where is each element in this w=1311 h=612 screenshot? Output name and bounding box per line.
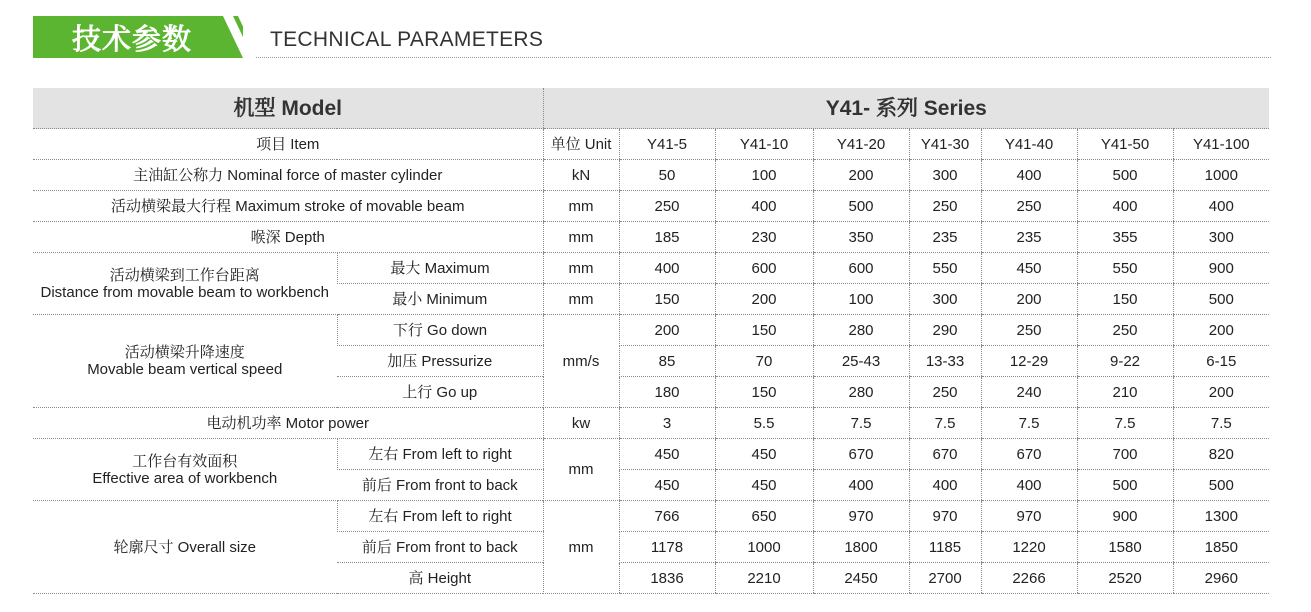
value-cell: 400: [1077, 191, 1173, 222]
value-cell: 250: [981, 191, 1077, 222]
value-cell: 280: [813, 377, 909, 408]
value-cell: 500: [1173, 470, 1269, 501]
value-cell: 450: [619, 470, 715, 501]
unit-header: 单位 Unit: [543, 129, 619, 160]
value-cell: 210: [1077, 377, 1173, 408]
value-cell: 150: [715, 377, 813, 408]
table-row: [33, 222, 1269, 253]
value-cell: 650: [715, 501, 813, 532]
value-cell: 150: [715, 315, 813, 346]
row-group-label: [33, 439, 337, 501]
value-cell: 2960: [1173, 563, 1269, 594]
value-cell: 13-33: [909, 346, 981, 377]
row-group-label: [33, 253, 337, 315]
unit-cell: mm: [543, 284, 619, 315]
value-cell: 1000: [715, 532, 813, 563]
value-cell: 185: [619, 222, 715, 253]
value-cell: 300: [909, 160, 981, 191]
value-cell: 600: [813, 253, 909, 284]
value-cell: 400: [909, 470, 981, 501]
value-cell: 235: [981, 222, 1077, 253]
value-cell: 300: [1173, 222, 1269, 253]
sub-row-label: 上行 Go up: [337, 377, 543, 408]
model-cell: Y41-100: [1173, 129, 1269, 160]
value-cell: 180: [619, 377, 715, 408]
sub-row-label: 前后 From front to back: [337, 532, 543, 563]
unit-cell: kN: [543, 160, 619, 191]
row-group-label-en: Movable beam vertical speed: [87, 361, 283, 378]
value-cell: 250: [909, 377, 981, 408]
model-cell: Y41-20: [813, 129, 909, 160]
value-cell: 970: [813, 501, 909, 532]
model-cell: Y41-40: [981, 129, 1077, 160]
model-cell: Y41-10: [715, 129, 813, 160]
value-cell: 1178: [619, 532, 715, 563]
value-cell: 1800: [813, 532, 909, 563]
value-cell: 2266: [981, 563, 1077, 594]
value-cell: 7.5: [1077, 408, 1173, 439]
row-group-label-cn: 活动横梁升降速度: [124, 344, 245, 361]
unit-cell: mm: [543, 501, 619, 594]
row-group-label: 轮廓尺寸 Overall size: [33, 501, 337, 594]
row-label: 喉深 Depth: [33, 222, 543, 253]
table-row: [33, 408, 1269, 439]
value-cell: 400: [619, 253, 715, 284]
row-group-label: [33, 315, 337, 408]
value-cell: 670: [813, 439, 909, 470]
sub-row-label: 左右 From left to right: [337, 439, 543, 470]
sub-row-label: 最大 Maximum: [337, 253, 543, 284]
value-cell: 85: [619, 346, 715, 377]
value-cell: 1300: [1173, 501, 1269, 532]
model-cell: Y41-30: [909, 129, 981, 160]
value-cell: 250: [981, 315, 1077, 346]
value-cell: 670: [981, 439, 1077, 470]
unit-cell: mm: [543, 439, 619, 501]
value-cell: 100: [715, 160, 813, 191]
value-cell: 3: [619, 408, 715, 439]
value-cell: 12-29: [981, 346, 1077, 377]
value-cell: 70: [715, 346, 813, 377]
row-group-label-en: Effective area of workbench: [92, 469, 278, 487]
value-cell: 200: [619, 315, 715, 346]
model-header: 机型 Model: [33, 88, 543, 129]
sub-row-label: 高 Height: [337, 563, 543, 594]
value-cell: 500: [813, 191, 909, 222]
value-cell: 280: [813, 315, 909, 346]
header-divider: [256, 57, 1271, 58]
value-cell: 400: [715, 191, 813, 222]
value-cell: 2450: [813, 563, 909, 594]
value-cell: 900: [1173, 253, 1269, 284]
model-cell: Y41-5: [619, 129, 715, 160]
unit-cell: mm/s: [543, 315, 619, 408]
value-cell: 670: [909, 439, 981, 470]
table-row: [33, 439, 1269, 470]
value-cell: 200: [813, 160, 909, 191]
value-cell: 400: [813, 470, 909, 501]
value-cell: 450: [715, 470, 813, 501]
table-row: [33, 253, 1269, 284]
table-header-row: [33, 88, 1269, 129]
value-cell: 1185: [909, 532, 981, 563]
value-cell: 25-43: [813, 346, 909, 377]
value-cell: 300: [909, 284, 981, 315]
sub-row-label: 下行 Go down: [337, 315, 543, 346]
table-row: [33, 191, 1269, 222]
value-cell: 2210: [715, 563, 813, 594]
value-cell: 1850: [1173, 532, 1269, 563]
value-cell: 970: [981, 501, 1077, 532]
value-cell: 400: [1173, 191, 1269, 222]
value-cell: 500: [1077, 160, 1173, 191]
value-cell: 7.5: [1173, 408, 1269, 439]
value-cell: 200: [1173, 315, 1269, 346]
value-cell: 500: [1077, 470, 1173, 501]
value-cell: 250: [619, 191, 715, 222]
value-cell: 2520: [1077, 563, 1173, 594]
sub-row-label: 最小 Minimum: [337, 284, 543, 315]
series-header: Y41- 系列 Series: [543, 88, 1269, 129]
value-cell: 250: [909, 191, 981, 222]
table-row: [33, 315, 1269, 346]
value-cell: 450: [981, 253, 1077, 284]
row-label: 主油缸公称力 Nominal force of master cylinder: [33, 160, 543, 191]
row-group-label-en: Distance from movable beam to workbench: [40, 283, 329, 301]
value-cell: 550: [909, 253, 981, 284]
section-title-en: TECHNICAL PARAMETERS: [270, 28, 544, 51]
table-row: [33, 501, 1269, 532]
value-cell: 400: [981, 160, 1077, 191]
value-cell: 7.5: [813, 408, 909, 439]
value-cell: 450: [715, 439, 813, 470]
value-cell: 9-22: [1077, 346, 1173, 377]
model-cell: Y41-50: [1077, 129, 1173, 160]
value-cell: 1220: [981, 532, 1077, 563]
value-cell: 1580: [1077, 532, 1173, 563]
value-cell: 240: [981, 377, 1077, 408]
value-cell: 900: [1077, 501, 1173, 532]
value-cell: 600: [715, 253, 813, 284]
value-cell: 970: [909, 501, 981, 532]
technical-parameters-table: [33, 88, 1269, 594]
unit-cell: mm: [543, 191, 619, 222]
table-row: [33, 160, 1269, 191]
value-cell: 550: [1077, 253, 1173, 284]
unit-cell: kw: [543, 408, 619, 439]
row-label: 电动机功率 Motor power: [33, 408, 543, 439]
item-header: 项目 Item: [33, 129, 543, 160]
value-cell: 355: [1077, 222, 1173, 253]
value-cell: 200: [715, 284, 813, 315]
value-cell: 100: [813, 284, 909, 315]
table-row: [33, 129, 1269, 160]
value-cell: 200: [1173, 377, 1269, 408]
value-cell: 250: [1077, 315, 1173, 346]
value-cell: 450: [619, 439, 715, 470]
value-cell: 820: [1173, 439, 1269, 470]
value-cell: 150: [1077, 284, 1173, 315]
value-cell: 700: [1077, 439, 1173, 470]
value-cell: 1000: [1173, 160, 1269, 191]
value-cell: 6-15: [1173, 346, 1269, 377]
value-cell: 230: [715, 222, 813, 253]
value-cell: 290: [909, 315, 981, 346]
value-cell: 5.5: [715, 408, 813, 439]
row-group-label-cn: 工作台有效面积: [132, 452, 238, 470]
value-cell: 350: [813, 222, 909, 253]
unit-cell: mm: [543, 253, 619, 284]
section-title-cn: 技术参数: [72, 22, 193, 56]
sub-row-label: 加压 Pressurize: [337, 346, 543, 377]
sub-row-label: 左右 From left to right: [337, 501, 543, 532]
row-group-label-cn: 活动横梁到工作台距离: [109, 266, 260, 284]
row-label: 活动横梁最大行程 Maximum stroke of movable beam: [33, 191, 543, 222]
value-cell: 500: [1173, 284, 1269, 315]
value-cell: 235: [909, 222, 981, 253]
value-cell: 1836: [619, 563, 715, 594]
value-cell: 200: [981, 284, 1077, 315]
value-cell: 150: [619, 284, 715, 315]
value-cell: 7.5: [981, 408, 1077, 439]
value-cell: 7.5: [909, 408, 981, 439]
unit-cell: mm: [543, 222, 619, 253]
sub-row-label: 前后 From front to back: [337, 470, 543, 501]
value-cell: 50: [619, 160, 715, 191]
value-cell: 400: [981, 470, 1077, 501]
value-cell: 2700: [909, 563, 981, 594]
value-cell: 766: [619, 501, 715, 532]
